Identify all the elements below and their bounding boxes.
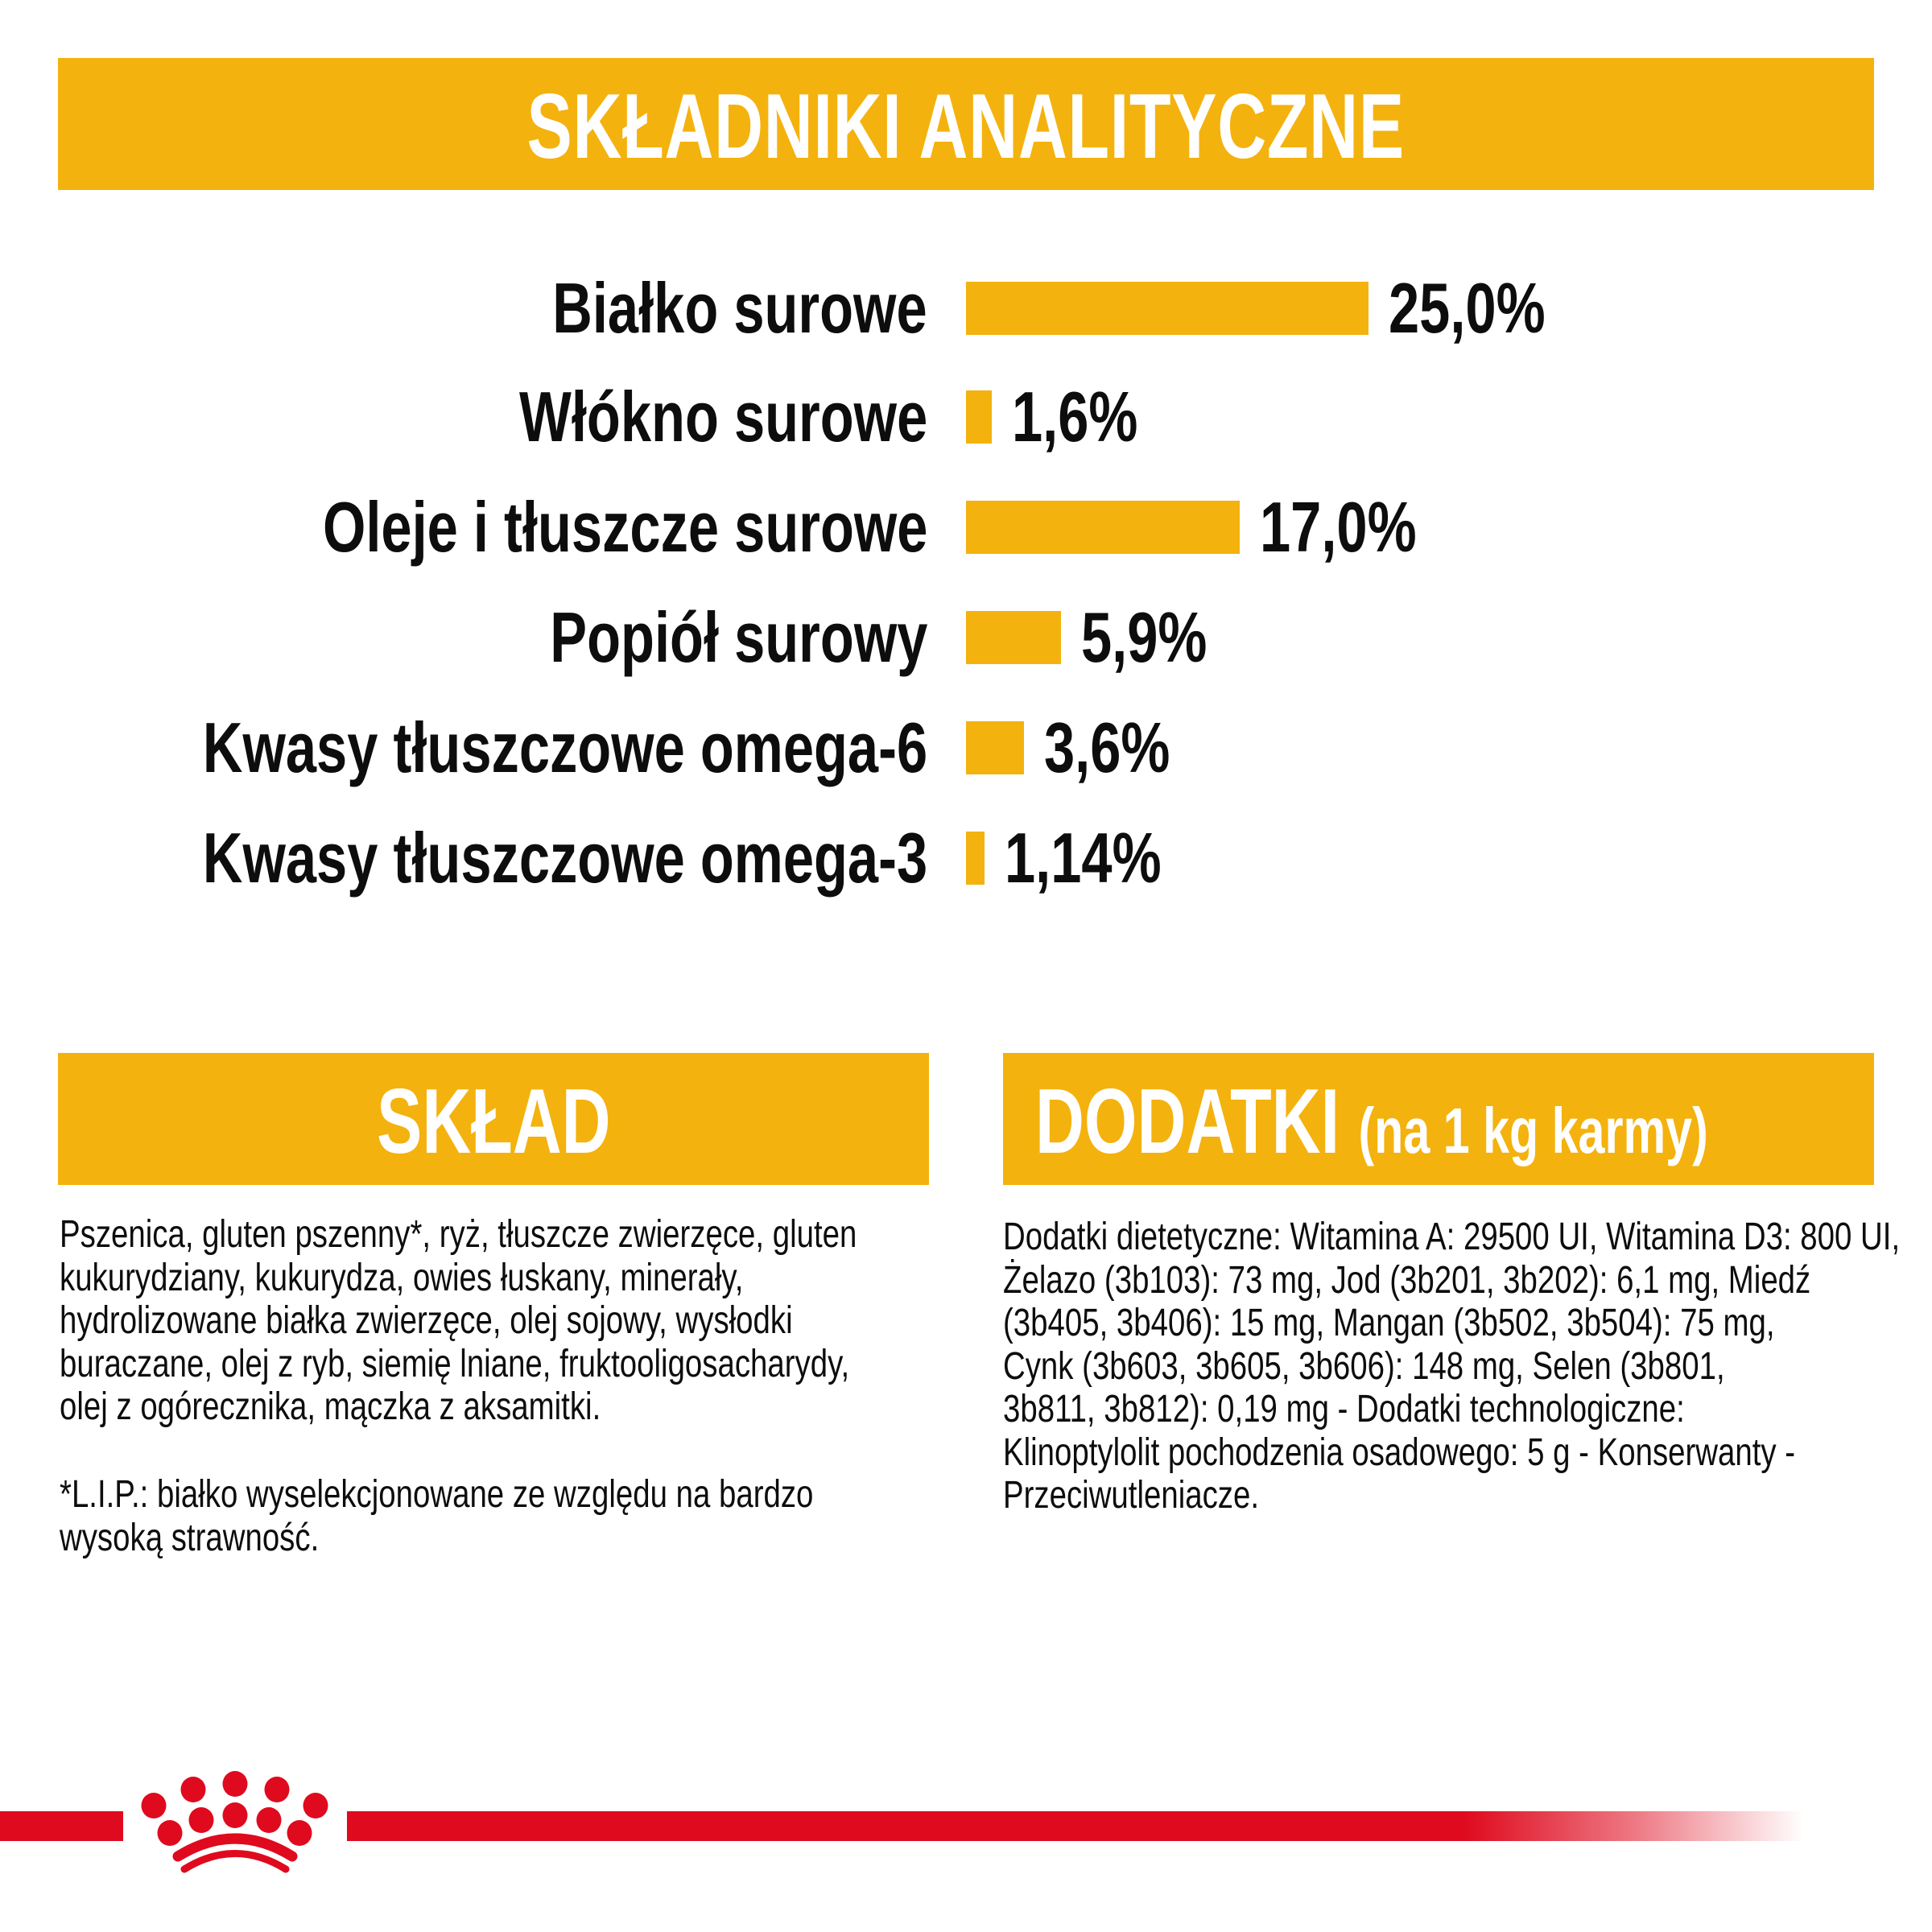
chart-row [0, 818, 1932, 898]
row-label: Białko surowe [552, 268, 927, 348]
chart-row [0, 377, 1932, 456]
additives-title-sub: (na 1 kg karmy) [1358, 1094, 1708, 1166]
row-value: 5,9% [1081, 597, 1208, 677]
row-value: 3,6% [1044, 708, 1170, 787]
row-bar [966, 611, 1061, 664]
row-bar [966, 721, 1024, 774]
additives-line: Żelazo (3b103): 73 mg, Jod (3b201, 3b202): 6,1 mg, Miedź [1003, 1258, 1811, 1302]
row-bar [966, 390, 992, 444]
composition-line: olej z ogórecznika, mączka z aksamitki. [60, 1385, 601, 1428]
crown-icon [138, 1763, 332, 1884]
analytical-constituents-banner [58, 58, 1874, 190]
chart-row [0, 708, 1932, 787]
footnote-line: *L.I.P.: białko wyselekcjonowane ze względu na bardzo [60, 1473, 814, 1516]
row-label: Popiół surowy [549, 597, 927, 677]
additives-line: Cynk (3b603, 3b605, 3b606): 148 mg, Selen (3b801, [1003, 1344, 1725, 1388]
composition-line: Pszenica, gluten pszenny*, ryż, tłuszcze zwierzęce, gluten [60, 1213, 857, 1256]
additives-title [1035, 1069, 1708, 1174]
composition-text [60, 1213, 1056, 1429]
additives-line: 3b811, 3b812): 0,19 mg - Dodatki technologiczne: [1003, 1388, 1685, 1430]
row-label: Kwasy tłuszczowe omega-6 [202, 708, 927, 787]
additives-title-main: DODATKI [1035, 1070, 1340, 1173]
row-value: 1,14% [1004, 818, 1162, 898]
footer-red-line-right [347, 1811, 1804, 1841]
additives-line: (3b405, 3b406): 15 mg, Mangan (3b502, 3b504): 75 mg, [1003, 1302, 1775, 1344]
row-label: Kwasy tłuszczowe omega-3 [202, 818, 927, 898]
additives-text [1003, 1216, 1932, 1517]
additives-line: Klinoptylolit pochodzenia osadowego: 5 g - Konserwanty - [1003, 1430, 1796, 1474]
analytical-constituents-title: SKŁADNIKI ANALITYCZNE [526, 75, 1406, 178]
row-label: Włókno surowe [518, 377, 927, 456]
chart-row [0, 487, 1932, 567]
row-label: Oleje i tłuszcze surowe [322, 487, 927, 567]
composition-footnote [60, 1473, 1002, 1559]
composition-line: hydrolizowane białka zwierzęce, olej sojowy, wysłodki [60, 1299, 793, 1342]
additives-line: Dodatki dietetyczne: Witamina A: 29500 UI, Witamina D3: 800 UI, [1003, 1216, 1901, 1258]
composition-line: buraczane, olej z ryb, siemię lniane, fruktooligosacharydy, [60, 1342, 850, 1385]
row-bar [966, 501, 1240, 554]
row-value: 1,6% [1012, 377, 1138, 456]
composition-line: kukurydziany, kukurydza, owies łuskany, minerały, [60, 1256, 744, 1299]
row-value: 25,0% [1389, 268, 1546, 348]
footer-red-line-left [0, 1811, 123, 1841]
chart-row [0, 597, 1932, 677]
chart-row [0, 268, 1932, 348]
row-value: 17,0% [1260, 487, 1417, 567]
composition-banner [58, 1053, 929, 1185]
row-bar [966, 282, 1368, 335]
additives-line: Przeciwutleniacze. [1003, 1474, 1259, 1517]
footnote-line: wysoką strawność. [60, 1516, 320, 1559]
additives-banner [1003, 1053, 1874, 1185]
composition-title: SKŁAD [376, 1070, 611, 1173]
row-bar [966, 832, 985, 885]
